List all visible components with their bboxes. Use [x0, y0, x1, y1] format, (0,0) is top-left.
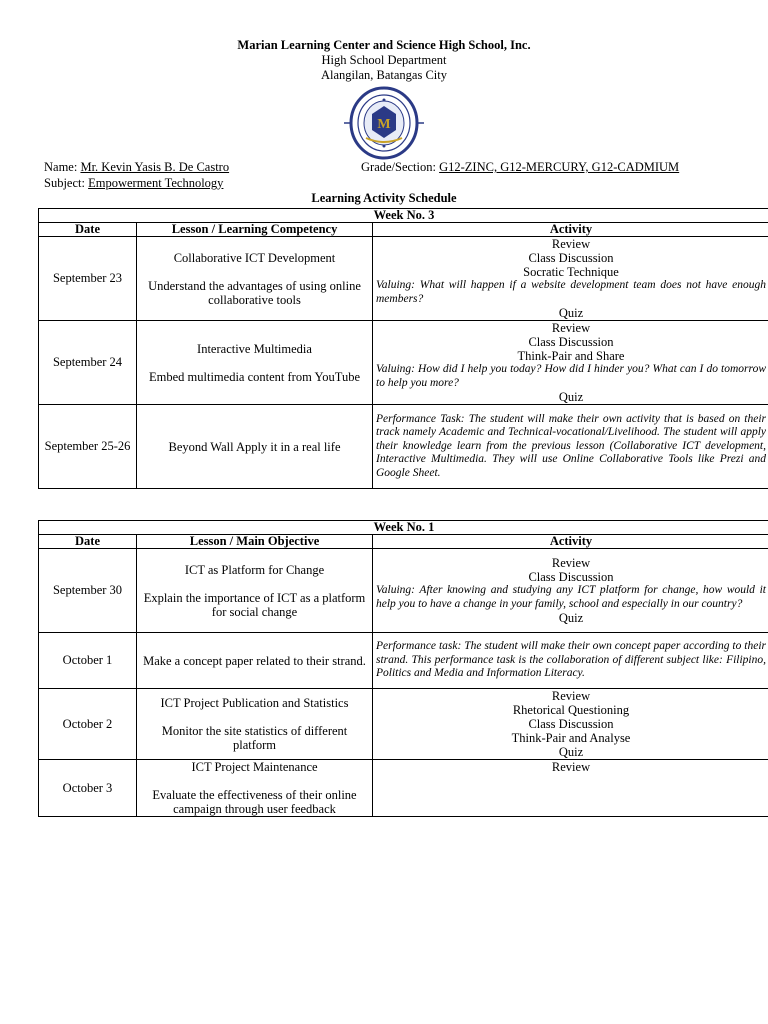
subject-value: Empowerment Technology	[88, 176, 224, 190]
valuing-text: Valuing: After knowing and studying any ICT platform for change, how would it help you to have a change in your family, school and especially in our country?	[376, 584, 766, 610]
activity-item: Quiz	[558, 745, 584, 759]
activity-item: Class Discussion	[528, 251, 614, 265]
col-header-date: Date	[39, 535, 137, 549]
lesson-title: Beyond Wall Apply it in a real life	[168, 439, 341, 454]
lesson-title: Collaborative ICT Development	[173, 250, 336, 265]
grade-value: G12-ZINC, G12-MERCURY, G12-CADMIUM	[439, 160, 680, 174]
subject-label: Subject:	[44, 176, 85, 190]
activity-item: Quiz	[558, 390, 584, 404]
lesson-cell	[137, 689, 373, 760]
date-cell: September 23	[39, 237, 137, 321]
lesson-title: ICT Project Publication and Statistics	[160, 696, 349, 710]
activity-item: Class Discussion	[528, 570, 614, 584]
date-cell: September 30	[39, 549, 137, 633]
performance-task-text: Performance task: The student will make their own concept paper according to their strand. This performance task is the collaboration of different subject like: Filipino, Politics and Media and Information Literacy.	[376, 640, 766, 680]
activity-cell	[373, 237, 768, 321]
lesson-desc: Understand the advantages of using online collaborative tools	[148, 278, 361, 307]
lesson-cell	[137, 760, 373, 817]
activity-item: Review	[551, 556, 591, 570]
week-title: Week No. 1	[39, 521, 768, 535]
lesson-desc: Explain the importance of ICT as a platform for social change	[143, 590, 366, 619]
lesson-cell	[137, 405, 373, 489]
lesson-cell	[137, 237, 373, 321]
performance-task-text: Performance Task: The student will make their own activity that is based on their track namely Academic and Technical-vocational/Livelihood. The student will apply their knowledge learn from the previous lesson (Collaborative ICT development, Interactive Multimedia. They will use Online Collaborative Tools like Prezi and Google Sheet.	[376, 412, 766, 479]
school-name: Marian Learning Center and Science High School, Inc.	[237, 38, 531, 52]
activity-item: Socratic Technique	[523, 265, 619, 279]
school-seal-logo	[342, 86, 426, 160]
valuing-text: Valuing: How did I help you today? How did I hinder you? What can I do tomorrow to help you more?	[376, 363, 766, 389]
table-row	[39, 760, 768, 817]
teacher-name-line	[44, 160, 229, 175]
activity-item: Think-Pair and Analyse	[511, 731, 631, 745]
col-header-lesson: Lesson / Main Objective	[137, 535, 373, 549]
activity-cell	[373, 633, 768, 689]
date-cell: October 3	[39, 760, 137, 817]
lesson-title: Interactive Multimedia	[197, 341, 312, 356]
activity-cell	[373, 689, 768, 760]
activity-item: Class Discussion	[528, 717, 614, 731]
lesson-desc: Embed multimedia content from YouTube	[149, 369, 360, 384]
activity-item: Quiz	[558, 306, 584, 320]
table-row	[39, 549, 768, 633]
table-row	[39, 405, 768, 489]
col-header-activity: Activity	[373, 223, 768, 237]
col-header-activity: Activity	[373, 535, 768, 549]
lesson-desc: Evaluate the effectiveness of their online campaign through user feedback	[152, 788, 357, 816]
col-header-date: Date	[39, 223, 137, 237]
table-row	[39, 633, 768, 689]
svg-text:M: M	[377, 117, 391, 132]
table-row	[39, 321, 768, 405]
date-cell: September 24	[39, 321, 137, 405]
activity-item: Review	[551, 321, 591, 335]
activity-cell	[373, 549, 768, 633]
table-row	[39, 237, 768, 321]
date-cell: September 25-26	[39, 405, 137, 489]
valuing-text: Valuing: What will happen if a website development team does not have enough members?	[376, 279, 766, 305]
activity-item: Review	[551, 237, 591, 251]
activity-item: Review	[551, 760, 591, 774]
week-3-table	[38, 208, 768, 489]
col-header-lesson: Lesson / Learning Competency	[137, 223, 373, 237]
lesson-title: ICT as Platform for Change	[184, 562, 325, 577]
lesson-cell	[137, 321, 373, 405]
lesson-cell	[137, 549, 373, 633]
activity-item: Review	[551, 689, 591, 703]
lesson-title: ICT Project Maintenance	[191, 760, 318, 774]
lesson-title: Make a concept paper related to their strand.	[143, 653, 366, 668]
schedule-title: Learning Activity Schedule	[311, 191, 457, 205]
activity-item: Class Discussion	[528, 335, 614, 349]
week-1-table	[38, 520, 768, 817]
document-header	[0, 38, 768, 83]
activity-item: Rhetorical Questioning	[512, 703, 630, 717]
activity-cell	[373, 760, 768, 817]
week-title: Week No. 3	[39, 209, 768, 223]
lesson-desc: Monitor the site statistics of different platform	[161, 724, 348, 752]
location: Alangilan, Batangas City	[320, 68, 448, 82]
department: High School Department	[321, 53, 447, 67]
name-label: Name:	[44, 160, 78, 174]
activity-cell	[373, 321, 768, 405]
lesson-cell	[137, 633, 373, 689]
activity-item: Quiz	[558, 611, 584, 625]
name-value: Mr. Kevin Yasis B. De Castro	[80, 160, 230, 174]
table-row	[39, 689, 768, 760]
date-cell: October 2	[39, 689, 137, 760]
activity-cell	[373, 405, 768, 489]
grade-section-line	[361, 160, 679, 175]
date-cell: October 1	[39, 633, 137, 689]
subject-line	[44, 176, 223, 191]
activity-item: Think-Pair and Share	[517, 349, 625, 363]
grade-label: Grade/Section:	[361, 160, 436, 174]
